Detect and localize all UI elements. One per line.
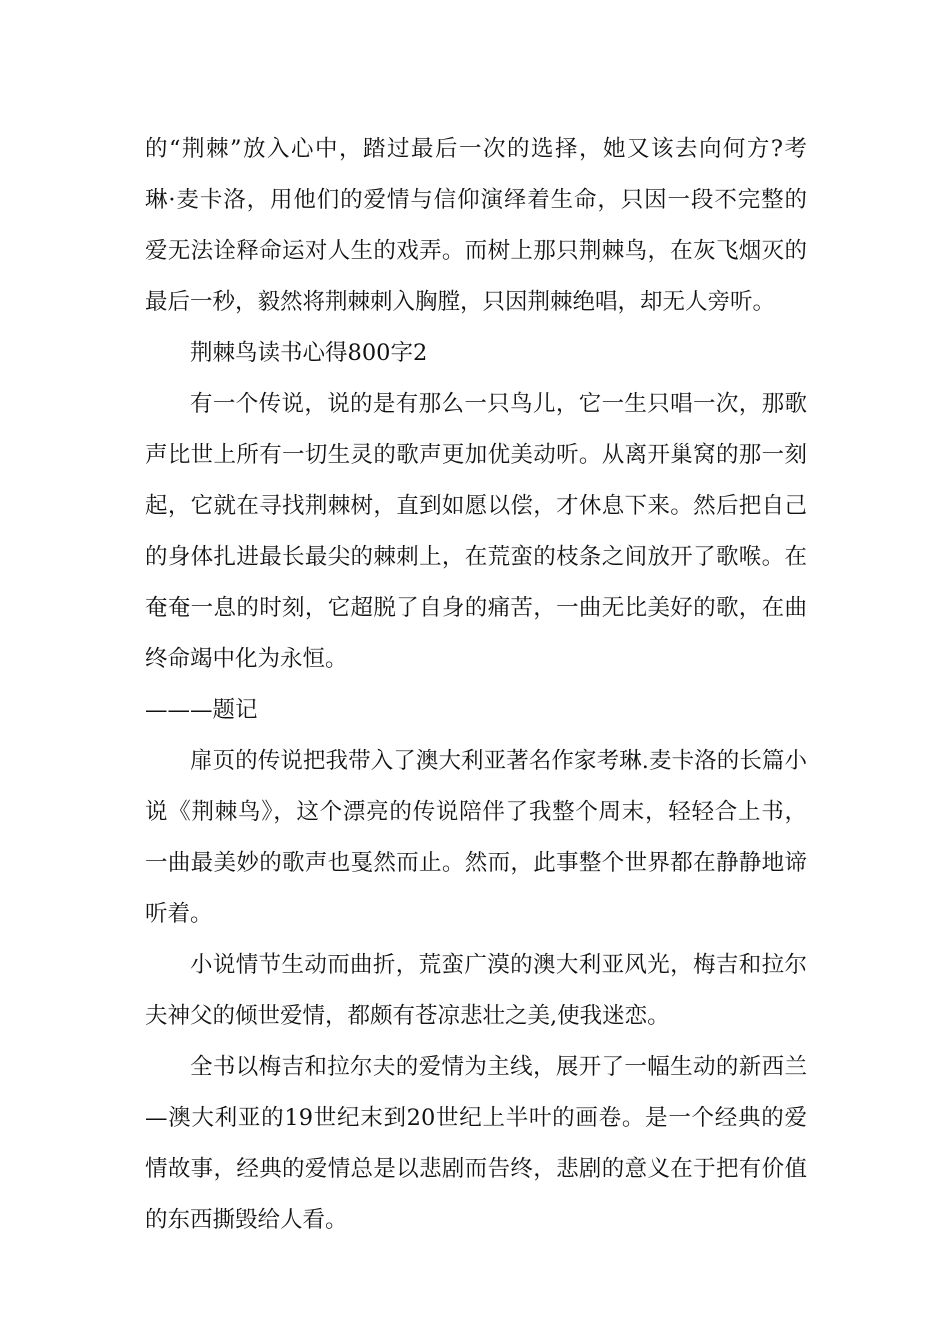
paragraph [145, 1042, 807, 1246]
text-line: 有一个传说，说的是有那么一只鸟儿，它一生只唱一次，那歌 [190, 391, 807, 417]
inscription: ———题记 [145, 697, 258, 723]
text-line: 听着。 [145, 901, 213, 927]
text-line: 最后一秒，毅然将荆棘刺入胸膛，只因荆棘绝唱，却无人旁听。 [145, 289, 776, 315]
text-line: 小说情节生动而曲折，荒蛮广漠的澳大利亚风光，梅吉和拉尔 [190, 952, 807, 978]
text-line: —澳大利亚的19世纪末到20世纪上半叶的画卷。是一个经典的爱 [145, 1105, 807, 1131]
text-line: 爱无法诠释命运对人生的戏弄。而树上那只荆棘鸟，在灰飞烟灭的 [145, 238, 807, 264]
text-line: 说《荆棘鸟》，这个漂亮的传说陪伴了我整个周末，轻轻合上书， [145, 799, 807, 825]
text-line: 的身体扎进最长最尖的棘刺上，在荒蛮的枝条之间放开了歌喉。在 [145, 544, 807, 570]
paragraph [145, 736, 807, 940]
text-line: 夫神父的倾世爱情，都颇有苍凉悲壮之美,使我迷恋。 [145, 1003, 670, 1029]
text-line: 起，它就在寻找荆棘树，直到如愿以偿，才休息下来。然后把自己 [145, 493, 807, 519]
text-line: 一曲最美妙的歌声也戛然而止。然而，此事整个世界都在静静地谛 [145, 850, 807, 876]
text-line: 终命竭中化为永恒。 [145, 646, 348, 672]
text-line: 情故事，经典的爱情总是以悲剧而告终，悲剧的意义在于把有价值 [145, 1156, 807, 1182]
text-line: 全书以梅吉和拉尔夫的爱情为主线，展开了一幅生动的新西兰 [190, 1054, 807, 1080]
paragraph [145, 379, 807, 685]
text-line: 的东西撕毁给人看。 [145, 1207, 348, 1233]
text-line: 琳·麦卡洛，用他们的爱情与信仰演绎着生命，只因一段不完整的 [145, 187, 807, 213]
text-line: 扉页的传说把我带入了澳大利亚著名作家考琳.麦卡洛的长篇小 [190, 748, 807, 774]
document-page [145, 124, 807, 1246]
text-line: 奄奄一息的时刻，它超脱了自身的痛苦，一曲无比美好的歌，在曲 [145, 595, 807, 621]
text-line: 声比世上所有一切生灵的歌声更加优美动听。从离开巢窝的那一刻 [145, 442, 807, 468]
paragraph [145, 940, 807, 1042]
paragraph [145, 124, 807, 328]
text-line: 的“荆棘”放入心中，踏过最后一次的选择，她又该去向何方?考 [145, 136, 807, 162]
section-heading: 荆棘鸟读书心得800字2 [190, 340, 428, 366]
